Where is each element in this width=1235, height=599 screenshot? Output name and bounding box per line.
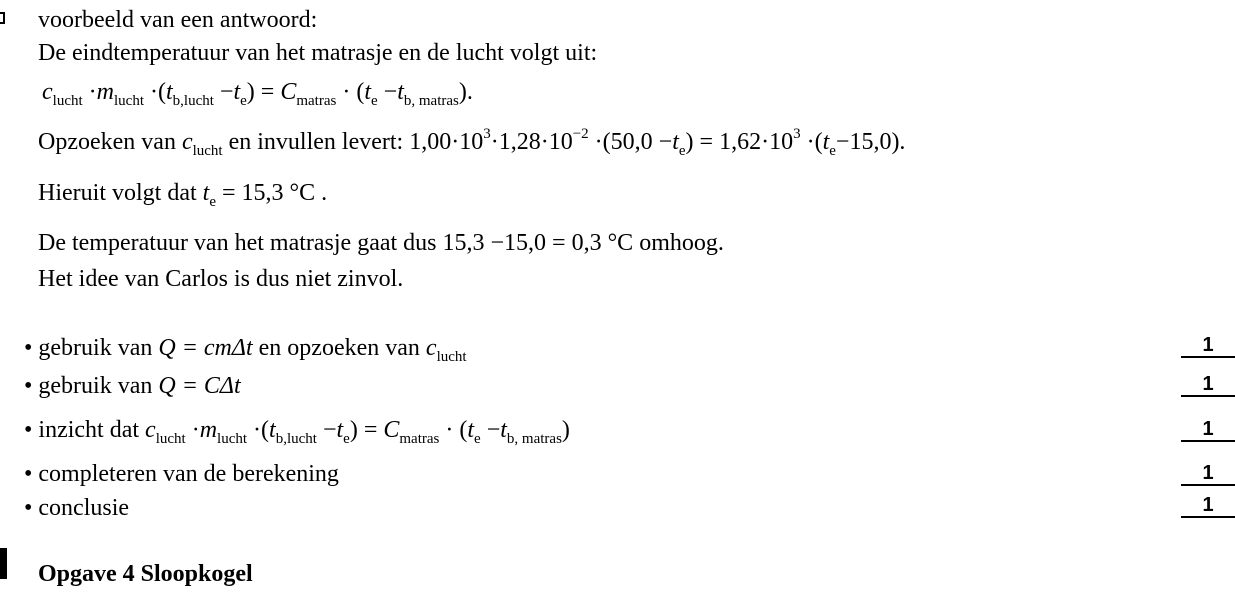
criterion-2: • gebruik van Q = CΔt (24, 373, 241, 399)
criterion-2-score: 1 (1181, 373, 1235, 397)
answer-conclusion: Het idee van Carlos is dus niet zinvol. (38, 266, 404, 292)
criterion-3: • inzicht dat $c_{lucht} \cdot m_{lucht} \cdot(t_{b,lucht} -t_e) = C_{matras} \cdot (t_e -t_{b, matras})$ (24, 417, 570, 447)
answer-line-6: De temperatuur van het matrasje gaat dus 15,3 −15,0 = 0,3 °C omhoog. (38, 230, 724, 256)
criterion-1-score: 1 (1181, 334, 1235, 358)
question-marker-icon (0, 12, 5, 24)
criterion-4: • completeren van de berekening (24, 461, 339, 487)
substitution-equation: $1,00\cdot 10^3\cdot 1,28\cdot 10^{-2} \cdot(50,0 -t_e) = 1,62\cdot 10^3 \cdot(t_e-15,0)$. (409, 126, 906, 159)
answer-line-2: De eindtemperatuur van het matrasje en de lucht volgt uit: (38, 40, 598, 66)
answer-line-5: Hieruit volgt dat $t_e = 15,3$ °C . (38, 180, 328, 210)
criterion-1: • gebruik van Q = cmΔt en opzoeken van $c_{lucht}$ (24, 335, 467, 365)
criterion-5: • conclusie (24, 495, 130, 521)
equation-heat-balance: $c_{lucht} \cdot m_{lucht} \cdot(t_{b,lucht} -t_e) = C_{matras} \cdot (t_e -t_{b, matras})$. (42, 79, 473, 109)
section-heading: Opgave 4 Sloopkogel (38, 561, 253, 587)
criterion-4-score: 1 (1181, 462, 1235, 486)
answer-intro: voorbeeld van een antwoord: (38, 7, 318, 33)
criterion-3-score: 1 (1181, 418, 1235, 442)
section-marker-icon (0, 548, 7, 579)
answer-line-4: Opzoeken van $c_{lucht}$ en invullen levert: $1,00\cdot 10^3\cdot 1,28\cdot 10^{-2} \cdot(50,0 -t_e) = 1,62\cdot 10^3 \cdot(t_e-15,0)$. (38, 126, 906, 159)
criterion-5-score: 1 (1181, 494, 1235, 518)
